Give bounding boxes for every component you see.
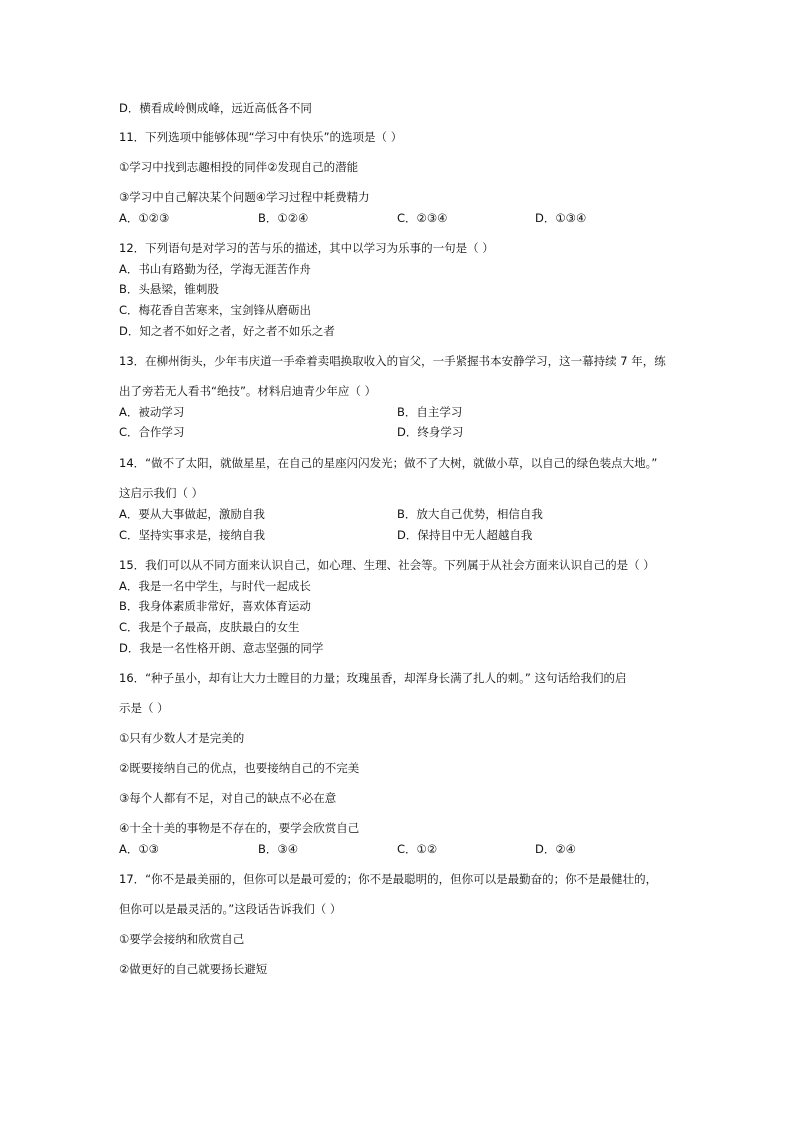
q14-option-c: C．坚持实事求是，接纳自我 [119, 528, 266, 542]
q15-option-a: A．我是一名中学生，与时代一起成长 [119, 579, 311, 593]
q16-choice-line-2: ②既要接纳自己的优点，也要接纳自己的不完美 [119, 761, 360, 775]
q12-option-d: D．知之者不如好之者，好之者不如乐之者 [119, 324, 335, 338]
q15-option-c: C．我是个子最高，皮肤最白的女生 [119, 620, 300, 634]
q15-option-b: B．我身体素质非常好，喜欢体育运动 [119, 599, 311, 613]
q17-choice-line-2: ②做更好的自己就要扬长避短 [119, 962, 268, 976]
q16-stem-line-1: 16．“种子虽小，却有让大力士瞠目的力量；玫瑰虽香，却浑身长满了扎人的刺。” 这句话给我们的启 [119, 671, 627, 685]
q11-option-c: C．②③④ [397, 211, 448, 225]
q16-choice-line-3: ③每个人都有不足，对自己的缺点不必在意 [119, 791, 337, 805]
q12-option-a: A．书山有路勤为径，学海无涯苦作舟 [119, 262, 311, 276]
q13-option-c: C．合作学习 [119, 425, 185, 439]
q12-option-b: B．头悬梁，锥刺股 [119, 282, 219, 296]
q11-choice-line-1: ①学习中找到志趣相投的同伴②发现自己的潜能 [119, 160, 359, 174]
q17-choice-line-1: ①要学会接纳和欣赏自己 [119, 932, 245, 946]
q16-option-d: D．②④ [535, 842, 576, 856]
q13-option-a: A．被动学习 [119, 405, 185, 419]
q13-stem-line-2: 出了旁若无人看书“绝技”。材料启迪青少年应（ ） [119, 384, 377, 398]
q16-option-b: B．③④ [258, 842, 299, 856]
q14-option-a: A．要从大事做起，激励自我 [119, 507, 265, 521]
q17-stem-line-2: 但你可以是最灵活的。”这段话告诉我们（ ） [119, 902, 342, 916]
q11-stem: 11．下列选项中能够体现“学习中有快乐”的选项是（ ） [119, 130, 403, 144]
q16-option-c: C．①② [397, 842, 438, 856]
q14-option-d: D．保持目中无人超越自我 [397, 528, 533, 542]
q14-stem-line-1: 14．“做不了太阳，就做星星，在自己的星座闪闪发光；做不了大树，就做小草，以自己的绿色装点大地。” [119, 456, 658, 470]
q15-option-d: D．我是一名性格开朗、意志坚强的同学 [119, 641, 324, 655]
q14-stem-line-2: 这启示我们（ ） [119, 486, 204, 500]
q17-stem-line-1: 17．“你不是最美丽的，但你可以是最可爱的；你不是最聪明的，但你可以是最勤奋的；你不是最健壮的， [119, 872, 658, 886]
q11-choice-line-2: ③学习中自己解决某个问题④学习过程中耗费精力 [119, 190, 370, 204]
q16-stem-line-2: 示是（ ） [119, 701, 169, 715]
q16-option-a: A．①③ [119, 842, 159, 856]
q14-option-b: B．放大自己优势，相信自我 [397, 507, 543, 521]
q12-option-c: C．梅花香自苦寒来，宝剑锋从磨砺出 [119, 303, 312, 317]
q11-option-b: B．①②④ [258, 211, 309, 225]
q11-option-a: A．①②③ [119, 211, 170, 225]
q10-option-d: D．横看成岭侧成峰，远近高低各不同 [119, 101, 312, 115]
q16-choice-line-1: ①只有少数人才是完美的 [119, 731, 245, 745]
q11-option-d: D．①③④ [535, 211, 587, 225]
q13-option-b: B．自主学习 [397, 405, 463, 419]
q15-stem: 15．我们可以从不同方面来认识自己，如心理、生理、社会等。下列属于从社会方面来认识自己的是（ ） [119, 558, 655, 572]
q13-stem-line-1: 13．在柳州街头，少年韦庆道一手牵着卖唱换取收入的盲父，一手紧握书本安静学习，这一幕持续 7 年，练 [119, 354, 666, 368]
q13-option-d: D．终身学习 [397, 425, 464, 439]
q12-stem: 12．下列语句是对学习的苦与乐的描述，其中以学习为乐事的一句是（ ） [119, 241, 494, 255]
q16-choice-line-4: ④十全十美的事物是不存在的，要学会欣赏自己 [119, 821, 360, 835]
